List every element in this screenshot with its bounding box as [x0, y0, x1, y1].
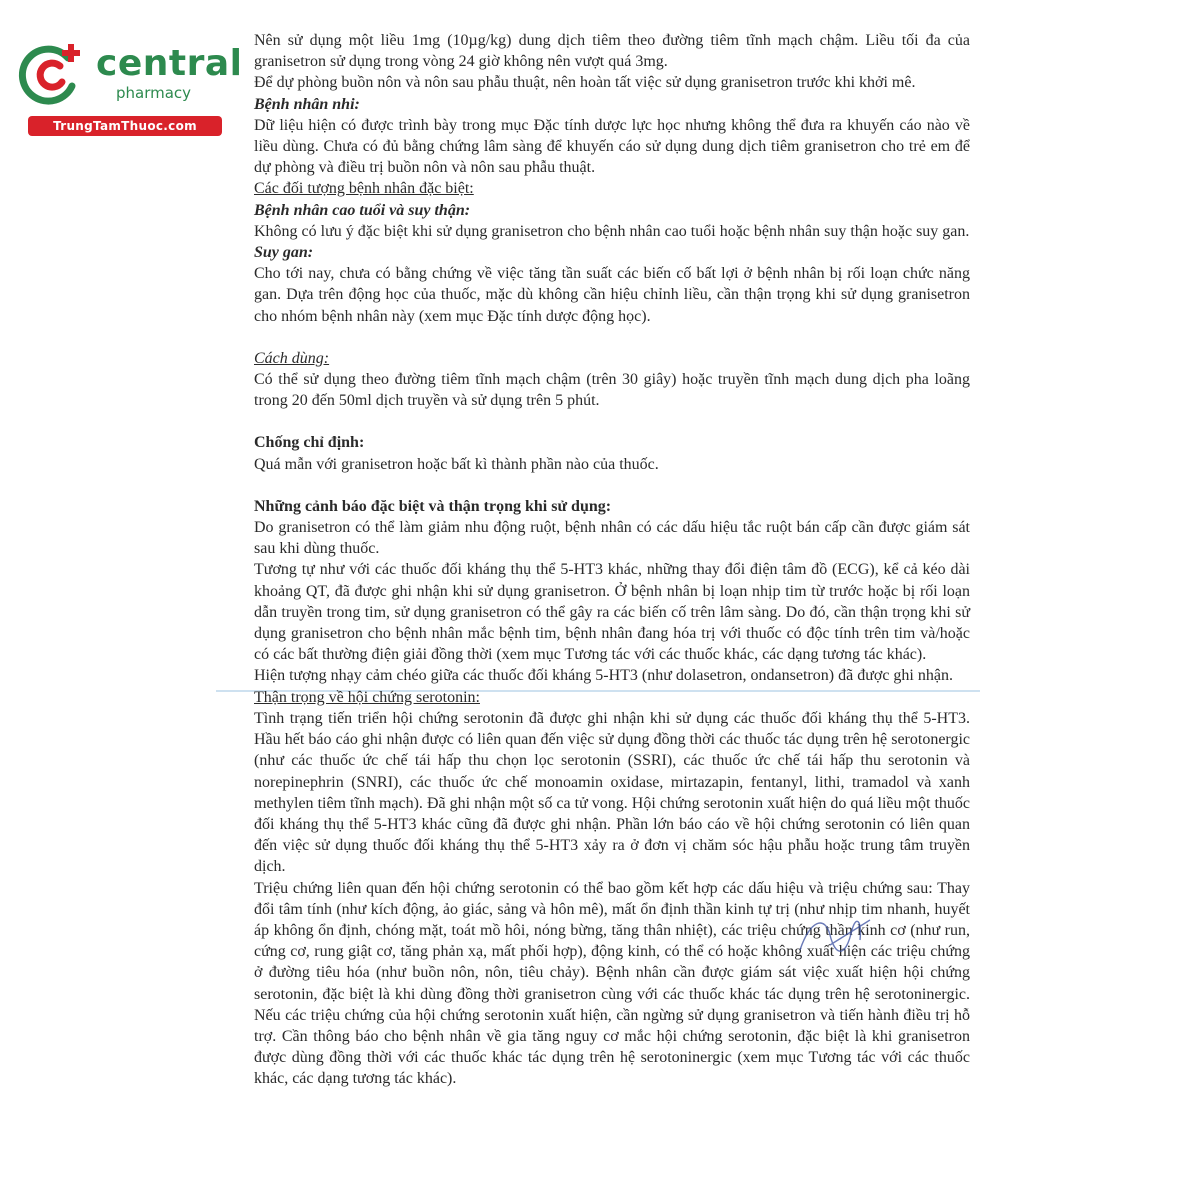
- brand-subtitle: pharmacy: [116, 84, 192, 102]
- paragraph-serotonin-reports: Tình trạng tiến triển hội chứng serotonin đã được ghi nhận khi sử dụng các thuốc đối kháng thụ thể 5-HT3. Hầu hết báo cáo ghi nhận được có liên quan đến việc sử dụng đồng thời các thuốc tác dụng trên hệ serotonergic (như các thuốc ức chế tái hấp thu chọn lọc serotonin (SSRI), các thuốc ức chế tái hấp thu serotonin và norepinephrin (SNRI), các thuốc ức chế monoamin oxidase, mirtazapin, fentanyl, lithi, tramadol và xanh methylen tiêm tĩnh mạch). Đã ghi nhận một số ca tử vong. Hội chứng serotonin xuất hiện do quá liều một thuốc đối kháng thụ thể 5-HT3 khác cũng đã được ghi nhận. Phần lớn báo cáo về hội chứng serotonin có liên quan đến việc sử dụng thuốc đối kháng thụ thể 5-HT3 xảy ra ở đơn vị chăm sóc hậu phẫu hoặc trung tâm truyền dịch.: [254, 709, 970, 876]
- paragraph-pediatric: Dữ liệu hiện có được trình bày trong mục Đặc tính dược lực học nhưng không thể đưa ra khuyến cáo nào về liều dùng. Chưa có đủ bằng chứng lâm sàng để khuyến cáo sử dụng dung dịch tiêm granisetron cho trẻ em để dự phòng và điều trị buồn nôn và nôn sau phẫu thuật.: [254, 116, 970, 177]
- paragraph-usage: Có thể sử dụng theo đường tiêm tĩnh mạch chậm (trên 30 giây) hoặc truyền tĩnh mạch dung dịch pha loãng trong 20 đến 50ml dịch truyền và sử dụng trên 5 phút.: [254, 371, 970, 410]
- heading-hepatic: Suy gan:: [254, 244, 314, 262]
- heading-elderly-renal: Bệnh nhân cao tuổi và suy thận:: [254, 201, 471, 219]
- paragraph-hepatic: Cho tới nay, chưa có bằng chứng về việc tăng tần suất các biến cố bất lợi ở bệnh nhân bị rối loạn chức năng gan. Dựa trên động học của thuốc, mặc dù không cần hiệu chỉnh liều, cần thận trọng khi sử dụng granisetron cho nhóm bệnh nhân này (xem mục Đặc tính dược động học).: [254, 265, 970, 325]
- signature-mark: [790, 900, 880, 970]
- heading-contraindications: Chống chỉ định:: [254, 434, 365, 452]
- paragraph-warning-cross-sensitivity: Hiện tượng nhạy cảm chéo giữa các thuốc đối kháng 5-HT3 (như dolasetron, ondansetron) đã được ghi nhận.: [254, 667, 953, 685]
- paragraph-serotonin-symptoms: Triệu chứng liên quan đến hội chứng serotonin có thể bao gồm kết hợp các dấu hiệu và triệu chứng sau: Thay đổi tâm tính (như kích động, ảo giác, sảng và hôn mê), mất ổn định thần kinh tự trị (như nhịp tim nhanh, huyết áp không ổn định, chóng mặt, toát mồ hôi, nóng bừng, tăng thân nhiệt), các triệu chứng thần kinh cơ (như run, cứng cơ, rung giật cơ, tăng phản xạ, mất phối hợp), động kinh, có thể có hoặc không xuất hiện các triệu chứng ở đường tiêu hóa (như buồn nôn, nôn, tiêu chảy). Bệnh nhân cần được giám sát việc xuất hiện hội chứng serotonin, đặc biệt là khi dùng đồng thời granisetron cùng với các thuốc khác tác dụng trên hệ serotoninergic. Nếu các triệu chứng của hội chứng serotonin xuất hiện, cần ngừng sử dụng granisetron và tiến hành điều trị hỗ trợ. Cần thông báo cho bệnh nhân về gia tăng nguy cơ mắc hội chứng serotonin, đặc biệt là khi granisetron được dùng đồng thời với các thuốc khác tác dụng trên hệ serotoninergic (xem mục Tương tác với các thuốc khác, các dạng tương tác khác).: [254, 879, 970, 1088]
- heading-pediatric: Bệnh nhân nhi:: [254, 95, 360, 113]
- paragraph-dosage: Nên sử dụng một liều 1mg (10µg/kg) dung dịch tiêm theo đường tiêm tĩnh mạch chậm. Liều tối đa của granisetron sử dụng trong vòng 24 giờ không nên vượt quá 3mg.: [254, 32, 970, 71]
- central-pharmacy-logo-icon: [12, 36, 88, 112]
- heading-special-populations: Các đối tượng bệnh nhân đặc biệt:: [254, 180, 474, 198]
- paragraph-prevention: Để dự phòng buồn nôn và nôn sau phẫu thuật, nên hoàn tất việc sử dụng granisetron trước khi khởi mê.: [254, 74, 916, 92]
- heading-usage: Cách dùng:: [254, 349, 330, 367]
- heading-warnings: Những cảnh báo đặc biệt và thận trọng khi sử dụng:: [254, 497, 612, 515]
- brand-url: TrungTamThuoc.com: [28, 116, 222, 136]
- paragraph-warning-intestinal: Do granisetron có thể làm giảm nhu động ruột, bệnh nhân có các dấu hiệu tắc ruột bán cấp cần được giám sát sau khi dùng thuốc.: [254, 519, 970, 558]
- paragraph-contraindications: Quá mẫn với granisetron hoặc bất kì thành phần nào của thuốc.: [254, 455, 659, 473]
- pharmacy-logo: [12, 36, 243, 136]
- paragraph-warning-ecg: Tương tự như với các thuốc đối kháng thụ thể 5-HT3 khác, những thay đổi điện tâm đồ (ECG), kể cả kéo dài khoảng QT, đã được ghi nhận khi sử dụng granisetron. Ở bệnh nhân bị loạn nhịp tim từ trước hoặc bị rối loạn dẫn truyền trong tim, sử dụng granisetron có thể gây ra các biến cố trên lâm sàng. Do đó, cần thận trọng khi sử dụng granisetron cho bệnh nhân mắc bệnh tim, bệnh nhân đang hóa trị với thuốc có độc tính trên tim và/hoặc có các bất thường điện giải đồng thời (xem mục Tương tác với các thuốc khác, các dạng tương tác khác).: [254, 561, 970, 664]
- heading-serotonin: Thận trọng về hội chứng serotonin:: [254, 688, 480, 706]
- brand-name: central: [96, 43, 243, 84]
- paragraph-elderly-renal: Không có lưu ý đặc biệt khi sử dụng granisetron cho bệnh nhân cao tuổi hoặc bệnh nhân suy thận hoặc suy gan.: [254, 222, 970, 240]
